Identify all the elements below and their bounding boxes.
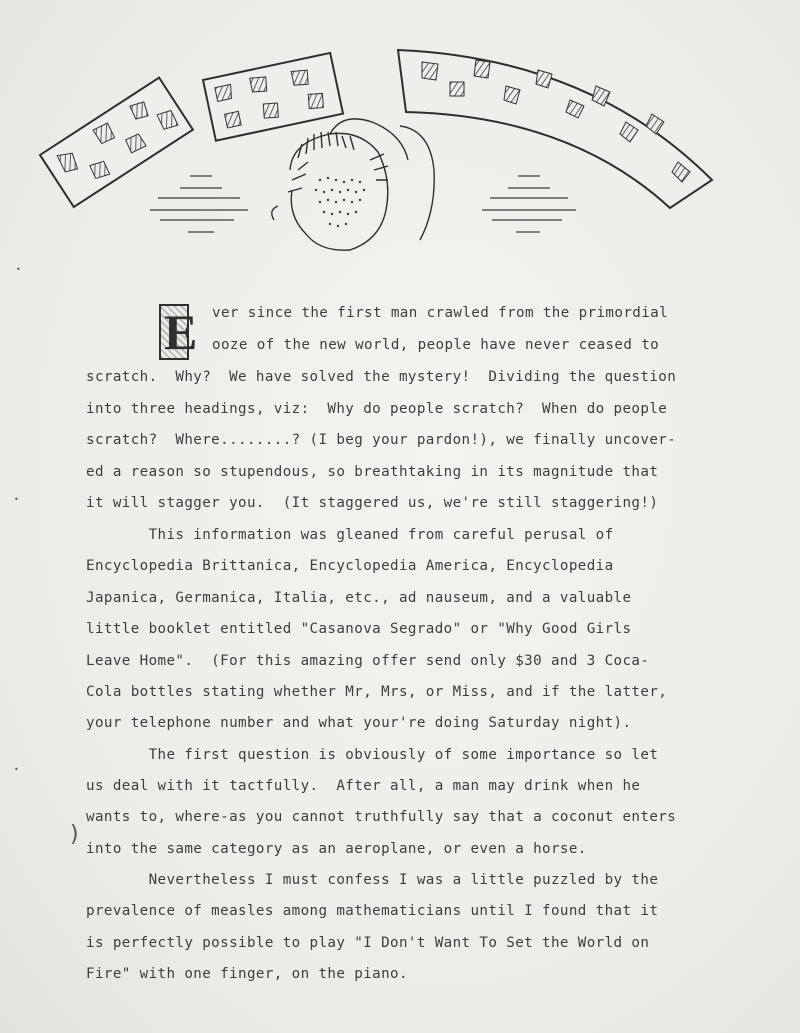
article-line-21: is perfectly possible to play "I Don't Want To Set the World on <box>86 935 650 951</box>
dropcap-box <box>159 304 198 360</box>
article-line-18: into the same category as an aeroplane, or even a horse. <box>86 841 587 857</box>
paper-speck: • <box>16 265 21 274</box>
article-line-8: This information was gleaned from careful perusal of <box>86 527 614 543</box>
motion-lines-right <box>482 176 576 232</box>
article-line-19: Nevertheless I must confess I was a little puzzled by the <box>86 872 659 888</box>
article-line-22: Fire" with one finger, on the piano. <box>86 966 408 982</box>
article-line-20: prevalence of measles among mathematicians until I found that it <box>86 903 659 919</box>
title-block-why <box>40 78 193 207</box>
article-line-4: into three headings, viz: Why do people scratch? When do people <box>86 401 668 417</box>
head-drawing <box>272 119 434 250</box>
dropcap-letter: E <box>164 304 198 360</box>
article-line-17: wants to, where-as you cannot truthfully say that a coconut enters <box>86 809 677 825</box>
article-line-3: scratch. Why? We have solved the mystery! Dividing the question <box>86 369 677 385</box>
article-line-14: your telephone number and what your're doing Saturday night). <box>86 715 632 731</box>
title-block-scratch <box>398 50 712 208</box>
margin-bracket-mark: ) <box>70 822 79 847</box>
article-line-12: Leave Home". (For this amazing offer send only $30 and 3 Coca- <box>86 653 650 669</box>
article-line-1: ver since the first man crawled from the primordial <box>212 305 669 321</box>
title-block-do <box>203 53 343 141</box>
article-line-5: scratch? Where........? (I beg your pardon!), we finally uncover- <box>86 432 677 448</box>
article-line-11: little booklet entitled "Casanova Segrado" or "Why Good Girls <box>86 621 632 637</box>
header-illustration <box>30 30 730 270</box>
article-line-6: ed a reason so stupendous, so breathtaking in its magnitude that <box>86 464 659 480</box>
article-line-13: Cola bottles stating whether Mr, Mrs, or Miss, and if the latter, <box>86 684 668 700</box>
head-stipple <box>315 177 365 227</box>
article-line-16: us deal with it tactfully. After all, a man may drink when he <box>86 778 641 794</box>
article-line-15: The first question is obviously of some importance so let <box>86 747 659 763</box>
article-line-9: Encyclopedia Brittanica, Encyclopedia America, Encyclopedia <box>86 558 614 574</box>
motion-lines-left <box>150 176 248 232</box>
article-line-2: ooze of the new world, people have never ceased to <box>212 337 660 353</box>
paper-speck: • <box>14 495 19 504</box>
article-line-7: it will stagger you. (It staggered us, we're still staggering!) <box>86 495 659 511</box>
paper-speck: • <box>14 765 19 774</box>
article-line-10: Japanica, Germanica, Italia, etc., ad nauseum, and a valuable <box>86 590 632 606</box>
